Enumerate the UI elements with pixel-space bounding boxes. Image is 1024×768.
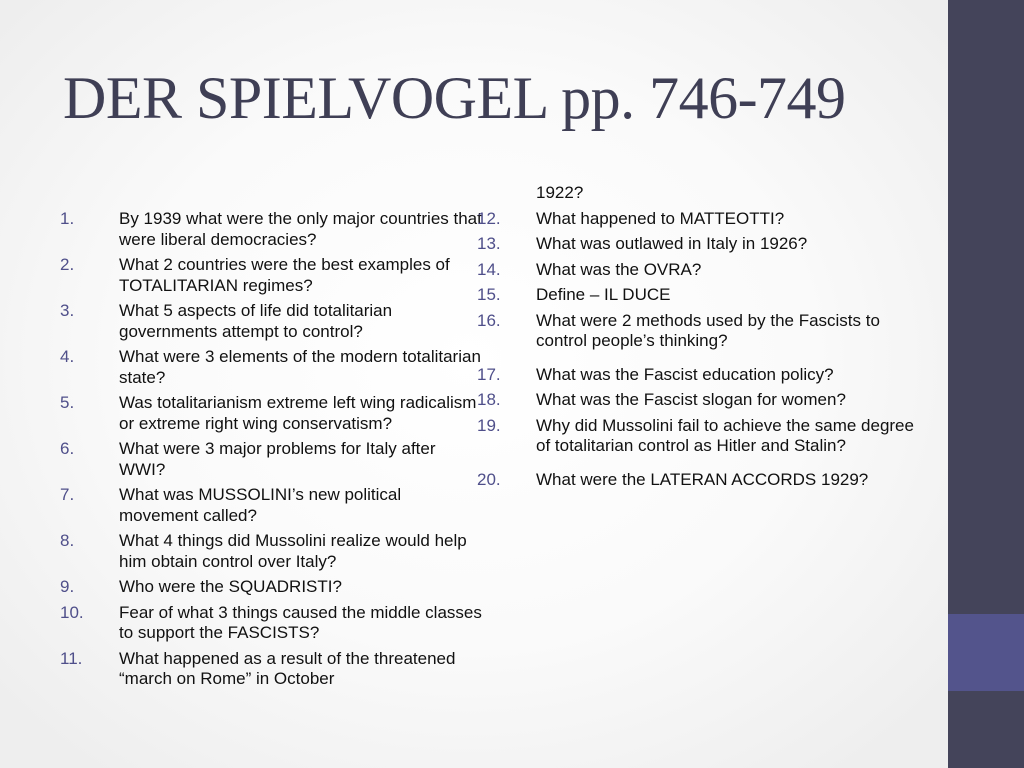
list-item xyxy=(60,393,485,434)
item-text: What happened as a result of the threatened “march on Rome” in October xyxy=(119,648,456,688)
list-item xyxy=(60,649,485,690)
item-text: What 2 countries were the best examples of TOTALITARIAN regimes? xyxy=(119,255,450,295)
item-text: What 4 things did Mussolini realize would help him obtain control over Italy? xyxy=(119,531,467,571)
item-number: 6. xyxy=(60,439,75,458)
item-number: 11. xyxy=(60,648,83,668)
item-number: 12. xyxy=(477,208,501,228)
item-text: Who were the SQUADRISTI? xyxy=(119,577,342,596)
list-item xyxy=(477,390,917,411)
list-item xyxy=(60,255,485,296)
list-item-continuation: 1922? xyxy=(536,183,584,202)
list-item xyxy=(60,603,485,644)
item-number: 7. xyxy=(60,485,75,504)
question-list-right xyxy=(477,183,917,495)
item-number: 13. xyxy=(477,234,501,253)
list-item xyxy=(477,470,917,491)
item-number: 19. xyxy=(477,415,501,435)
item-number: 16. xyxy=(477,310,501,330)
item-number: 18. xyxy=(477,390,501,409)
item-number: 14. xyxy=(477,259,501,279)
item-text: What happened to MATTEOTTI? xyxy=(536,208,785,228)
item-text: Why did Mussolini fail to achieve the same degree of totalitarian control as Hitler and Stalin? xyxy=(536,415,914,455)
item-number: 8. xyxy=(60,531,75,550)
list-item xyxy=(477,416,917,457)
item-text: What 5 aspects of life did totalitarian governments attempt to control? xyxy=(119,301,393,341)
list-item xyxy=(477,260,917,281)
item-number: 17. xyxy=(477,364,501,384)
list-item xyxy=(477,311,917,352)
item-number: 20. xyxy=(477,469,501,489)
item-number: 5. xyxy=(60,393,75,412)
slide-title: DER SPIELVOGEL pp. 746-749 xyxy=(63,65,846,131)
item-text: Define – IL DUCE xyxy=(536,285,671,304)
item-text: What was the Fascist slogan for women? xyxy=(536,390,846,409)
item-number: 2. xyxy=(60,255,75,274)
item-number: 1. xyxy=(60,209,75,228)
list-item xyxy=(477,365,917,386)
list-item xyxy=(477,285,917,306)
item-number: 3. xyxy=(60,301,75,320)
list-item xyxy=(60,439,485,480)
item-text: What were 3 major problems for Italy after WWI? xyxy=(119,439,436,479)
list-item xyxy=(477,209,917,230)
item-number: 4. xyxy=(60,347,75,366)
list-item xyxy=(60,485,485,526)
item-number: 9. xyxy=(60,577,75,596)
list-item xyxy=(60,301,485,342)
item-text: Was totalitarianism extreme left wing radicalism or extreme right wing conservatism? xyxy=(119,393,477,433)
list-item xyxy=(60,209,485,250)
list-item xyxy=(60,347,485,388)
item-number: 10. xyxy=(60,602,84,622)
list-item xyxy=(477,234,917,255)
item-text: What were 3 elements of the modern totalitarian state? xyxy=(119,347,481,387)
item-text: By 1939 what were the only major countries that were liberal democracies? xyxy=(119,209,482,249)
question-list-left xyxy=(60,209,485,695)
item-text: What was MUSSOLINI’s new political movement called? xyxy=(119,485,402,525)
item-text: What was the OVRA? xyxy=(536,259,702,279)
list-item xyxy=(60,531,485,572)
list-item xyxy=(60,577,485,598)
item-text: Fear of what 3 things caused the middle classes to support the FASCISTS? xyxy=(119,602,482,642)
item-text: What were the LATERAN ACCORDS 1929? xyxy=(536,469,869,489)
item-text: What was the Fascist education policy? xyxy=(536,364,834,384)
item-number: 15. xyxy=(477,285,501,304)
sidebar-accent-block xyxy=(948,614,1024,691)
item-text: What were 2 methods used by the Fascists to control people’s thinking? xyxy=(536,310,880,350)
item-text: What was outlawed in Italy in 1926? xyxy=(536,234,808,253)
